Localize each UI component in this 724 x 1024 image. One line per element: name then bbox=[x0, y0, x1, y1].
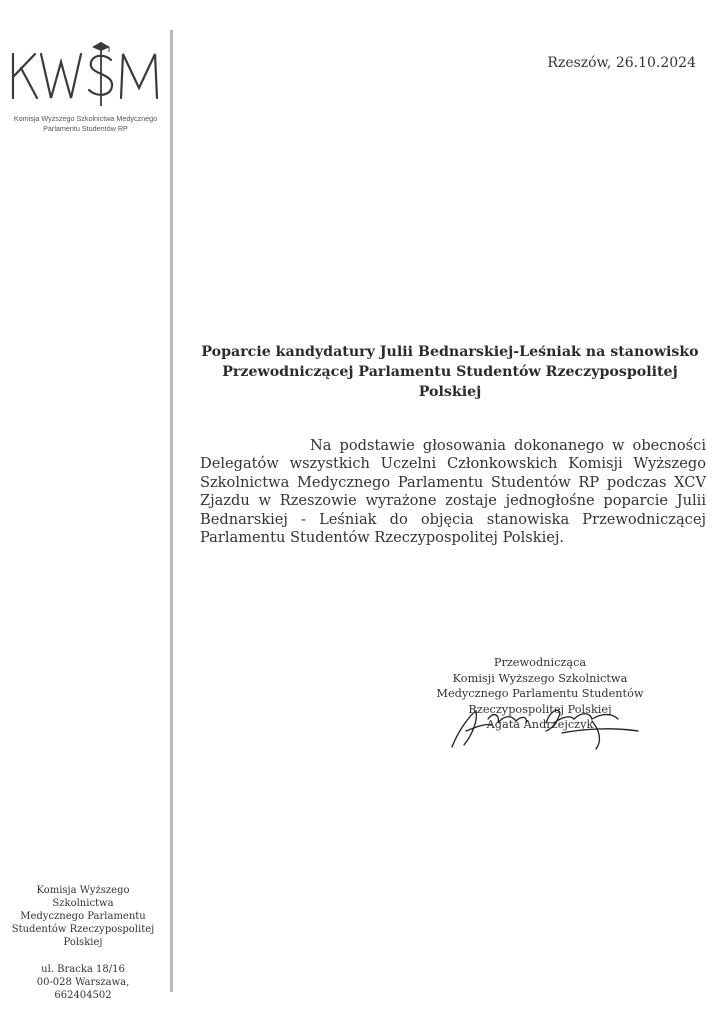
organization-logo bbox=[8, 38, 163, 134]
logo-caption bbox=[8, 114, 163, 134]
signatory-org: Rzeczypospolitej Polskiej bbox=[468, 702, 612, 716]
title-line: Polskiej bbox=[418, 384, 482, 400]
footer-org-line: Medycznego Parlamentu bbox=[20, 911, 146, 922]
signatory-role: Przewodnicząca bbox=[493, 656, 587, 669]
document-title bbox=[200, 342, 700, 402]
signatory-org: Komisji Wyższego Szkolnictwa bbox=[452, 671, 628, 685]
kwsm-logo-icon bbox=[11, 38, 161, 110]
signatory-name: Agata Andrzejczyk bbox=[486, 718, 594, 732]
footer-org-line: Polskiej bbox=[63, 937, 103, 948]
footer-phone: 662404502 bbox=[54, 990, 112, 1001]
footer-org-line: Komisja Wyższego Szkolnictwa bbox=[36, 885, 130, 909]
vertical-divider bbox=[170, 30, 173, 992]
footer-org-line: Studentów Rzeczypospolitej bbox=[11, 924, 155, 935]
document-body: Na podstawie głosowania dokonanego w obecności Delegatów wszystkich Uczelni Członkowskich Komisji Wyższego Szkolnictwa Medycznego Parlamentu Studentów RP podczas XCV Zjazdu w Rzeszowie wyrażone zostaje jednogłośne poparcie Julii Bednarskiej - Leśniak do objęcia stanowiska Przewodniczącej Parlamentu Studentów Rzeczypospolitej Polskiej. bbox=[200, 437, 706, 547]
sidebar-footer bbox=[8, 884, 158, 1002]
title-line: Przewodniczącej Parlamentu Studentów Rzeczypospolitej bbox=[222, 364, 678, 380]
title-line: Poparcie kandydatury Julii Bednarskiej-Leśniak na stanowisko bbox=[201, 344, 699, 360]
document-date: Rzeszów, 26.10.2024 bbox=[547, 55, 696, 71]
signature-block bbox=[410, 655, 670, 737]
signatory-org: Medycznego Parlamentu Studentów bbox=[436, 687, 644, 701]
logo-caption-line: Komisja Wyższego Szkolnictwa Medycznego bbox=[13, 114, 158, 123]
footer-street: ul. Bracka 18/16 bbox=[41, 964, 125, 975]
logo-caption-line: Parlamentu Studentów RP bbox=[43, 124, 128, 133]
footer-city: 00-028 Warszawa, bbox=[36, 977, 130, 988]
footer-address bbox=[8, 963, 158, 1002]
